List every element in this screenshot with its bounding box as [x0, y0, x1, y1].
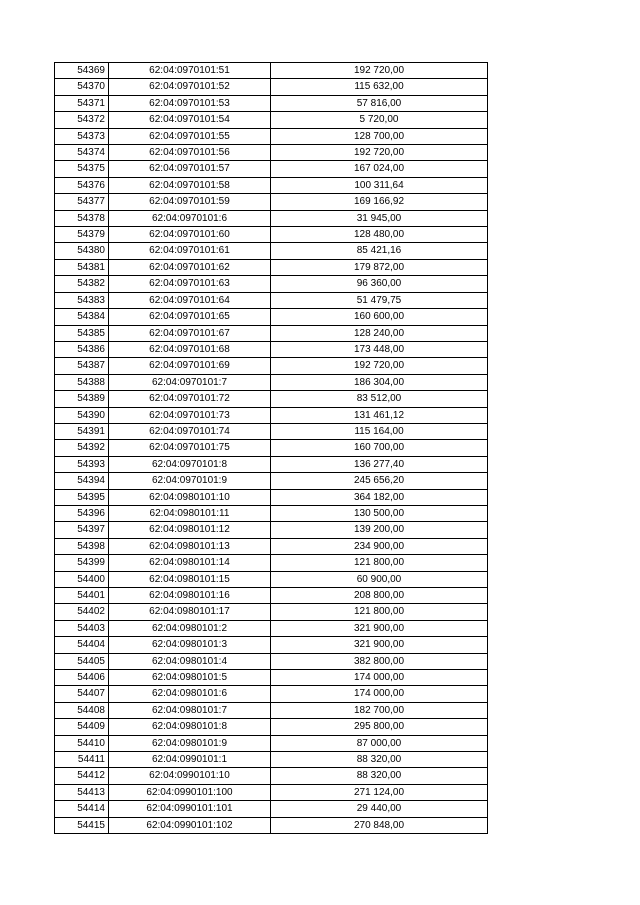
cadastral-number-cell: 62:04:0980101:2 — [109, 620, 271, 636]
cadastral-value-cell: 208 800,00 — [271, 588, 488, 604]
row-number-cell: 54415 — [55, 817, 109, 833]
cadastral-value-cell: 186 304,00 — [271, 374, 488, 390]
cadastral-number-cell: 62:04:0990101:102 — [109, 817, 271, 833]
table-row — [55, 358, 488, 374]
row-number-cell: 54397 — [55, 522, 109, 538]
table-body — [55, 63, 488, 834]
row-number-cell: 54382 — [55, 276, 109, 292]
cadastral-value-cell: 121 800,00 — [271, 604, 488, 620]
cadastral-value-cell: 173 448,00 — [271, 341, 488, 357]
cadastral-value-cell: 96 360,00 — [271, 276, 488, 292]
cadastral-number-cell: 62:04:0970101:59 — [109, 194, 271, 210]
row-number-cell: 54391 — [55, 423, 109, 439]
cadastral-number-cell: 62:04:0970101:53 — [109, 95, 271, 111]
cadastral-value-cell: 382 800,00 — [271, 653, 488, 669]
cadastral-value-cell: 271 124,00 — [271, 784, 488, 800]
row-number-cell: 54373 — [55, 128, 109, 144]
cadastral-value-cell: 5 720,00 — [271, 112, 488, 128]
cadastral-value-cell: 100 311,64 — [271, 177, 488, 193]
table-row — [55, 604, 488, 620]
row-number-cell: 54380 — [55, 243, 109, 259]
row-number-cell: 54398 — [55, 538, 109, 554]
cadastral-number-cell: 62:04:0970101:55 — [109, 128, 271, 144]
cadastral-value-cell: 169 166,92 — [271, 194, 488, 210]
document-page — [54, 62, 488, 834]
row-number-cell: 54395 — [55, 489, 109, 505]
cadastral-value-cell: 192 720,00 — [271, 358, 488, 374]
row-number-cell: 54406 — [55, 670, 109, 686]
cadastral-number-cell: 62:04:0970101:52 — [109, 79, 271, 95]
row-number-cell: 54370 — [55, 79, 109, 95]
row-number-cell: 54388 — [55, 374, 109, 390]
table-row — [55, 145, 488, 161]
cadastral-number-cell: 62:04:0970101:56 — [109, 145, 271, 161]
cadastral-value-cell: 139 200,00 — [271, 522, 488, 538]
table-row — [55, 555, 488, 571]
table-row — [55, 686, 488, 702]
cadastral-number-cell: 62:04:0970101:65 — [109, 309, 271, 325]
cadastral-number-cell: 62:04:0980101:14 — [109, 555, 271, 571]
table-row — [55, 79, 488, 95]
table-row — [55, 423, 488, 439]
cadastral-number-cell: 62:04:0980101:5 — [109, 670, 271, 686]
table-row — [55, 210, 488, 226]
cadastral-value-cell: 174 000,00 — [271, 686, 488, 702]
cadastral-number-cell: 62:04:0970101:73 — [109, 407, 271, 423]
cadastral-value-cell: 321 900,00 — [271, 637, 488, 653]
cadastral-number-cell: 62:04:0970101:75 — [109, 440, 271, 456]
table-row — [55, 588, 488, 604]
cadastral-value-cell: 130 500,00 — [271, 505, 488, 521]
row-number-cell: 54407 — [55, 686, 109, 702]
table-row — [55, 752, 488, 768]
row-number-cell: 54376 — [55, 177, 109, 193]
cadastral-value-cell: 115 632,00 — [271, 79, 488, 95]
table-row — [55, 702, 488, 718]
cadastral-number-cell: 62:04:0970101:57 — [109, 161, 271, 177]
row-number-cell: 54389 — [55, 391, 109, 407]
table-row — [55, 227, 488, 243]
cadastral-value-cell: 31 945,00 — [271, 210, 488, 226]
table-row — [55, 620, 488, 636]
row-number-cell: 54371 — [55, 95, 109, 111]
row-number-cell: 54393 — [55, 456, 109, 472]
cadastral-value-cell: 57 816,00 — [271, 95, 488, 111]
table-row — [55, 95, 488, 111]
cadastral-value-cell: 88 320,00 — [271, 768, 488, 784]
row-number-cell: 54405 — [55, 653, 109, 669]
table-row — [55, 407, 488, 423]
cadastral-value-cell: 128 700,00 — [271, 128, 488, 144]
table-row — [55, 801, 488, 817]
cadastral-number-cell: 62:04:0970101:51 — [109, 63, 271, 79]
table-row — [55, 522, 488, 538]
cadastral-number-cell: 62:04:0970101:74 — [109, 423, 271, 439]
cadastral-number-cell: 62:04:0970101:69 — [109, 358, 271, 374]
table-row — [55, 538, 488, 554]
cadastral-value-cell: 85 421,16 — [271, 243, 488, 259]
row-number-cell: 54372 — [55, 112, 109, 128]
cadastral-number-cell: 62:04:0970101:64 — [109, 292, 271, 308]
cadastral-number-cell: 62:04:0970101:67 — [109, 325, 271, 341]
table-row — [55, 456, 488, 472]
row-number-cell: 54392 — [55, 440, 109, 456]
row-number-cell: 54384 — [55, 309, 109, 325]
row-number-cell: 54374 — [55, 145, 109, 161]
table-row — [55, 374, 488, 390]
cadastral-number-cell: 62:04:0990101:101 — [109, 801, 271, 817]
cadastral-number-cell: 62:04:0980101:10 — [109, 489, 271, 505]
table-row — [55, 194, 488, 210]
table-row — [55, 735, 488, 751]
cadastral-number-cell: 62:04:0970101:58 — [109, 177, 271, 193]
row-number-cell: 54402 — [55, 604, 109, 620]
row-number-cell: 54399 — [55, 555, 109, 571]
table-row — [55, 292, 488, 308]
table-row — [55, 325, 488, 341]
cadastral-number-cell: 62:04:0980101:6 — [109, 686, 271, 702]
table-row — [55, 571, 488, 587]
cadastral-number-cell: 62:04:0970101:6 — [109, 210, 271, 226]
cadastral-value-cell: 160 600,00 — [271, 309, 488, 325]
cadastral-value-cell: 83 512,00 — [271, 391, 488, 407]
row-number-cell: 54375 — [55, 161, 109, 177]
table-row — [55, 391, 488, 407]
cadastral-number-cell: 62:04:0970101:60 — [109, 227, 271, 243]
cadastral-value-cell: 364 182,00 — [271, 489, 488, 505]
cadastral-value-cell: 270 848,00 — [271, 817, 488, 833]
table-row — [55, 817, 488, 833]
table-row — [55, 719, 488, 735]
row-number-cell: 54410 — [55, 735, 109, 751]
table-row — [55, 784, 488, 800]
cadastral-number-cell: 62:04:0970101:63 — [109, 276, 271, 292]
cadastral-number-cell: 62:04:0980101:13 — [109, 538, 271, 554]
cadastral-value-cell: 174 000,00 — [271, 670, 488, 686]
row-number-cell: 54386 — [55, 341, 109, 357]
cadastral-number-cell: 62:04:0980101:3 — [109, 637, 271, 653]
cadastral-value-cell: 192 720,00 — [271, 145, 488, 161]
cadastral-value-cell: 245 656,20 — [271, 473, 488, 489]
cadastral-number-cell: 62:04:0980101:8 — [109, 719, 271, 735]
row-number-cell: 54408 — [55, 702, 109, 718]
cadastral-value-cell: 182 700,00 — [271, 702, 488, 718]
table-row — [55, 63, 488, 79]
cadastral-number-cell: 62:04:0990101:10 — [109, 768, 271, 784]
table-row — [55, 259, 488, 275]
cadastral-value-cell: 87 000,00 — [271, 735, 488, 751]
table-row — [55, 505, 488, 521]
cadastral-value-cell: 160 700,00 — [271, 440, 488, 456]
cadastral-value-cell: 234 900,00 — [271, 538, 488, 554]
cadastral-number-cell: 62:04:0970101:72 — [109, 391, 271, 407]
row-number-cell: 54394 — [55, 473, 109, 489]
cadastral-value-cell: 115 164,00 — [271, 423, 488, 439]
cadastral-number-cell: 62:04:0970101:54 — [109, 112, 271, 128]
row-number-cell: 54381 — [55, 259, 109, 275]
cadastral-number-cell: 62:04:0980101:11 — [109, 505, 271, 521]
cadastral-value-cell: 128 240,00 — [271, 325, 488, 341]
cadastral-value-cell: 131 461,12 — [271, 407, 488, 423]
table-row — [55, 112, 488, 128]
row-number-cell: 54396 — [55, 505, 109, 521]
cadastral-value-cell: 88 320,00 — [271, 752, 488, 768]
cadastral-value-cell: 128 480,00 — [271, 227, 488, 243]
row-number-cell: 54400 — [55, 571, 109, 587]
row-number-cell: 54385 — [55, 325, 109, 341]
table-row — [55, 276, 488, 292]
cadastral-number-cell: 62:04:0970101:62 — [109, 259, 271, 275]
table-row — [55, 489, 488, 505]
cadastral-value-cell: 136 277,40 — [271, 456, 488, 472]
row-number-cell: 54404 — [55, 637, 109, 653]
table-row — [55, 128, 488, 144]
cadastral-value-cell: 321 900,00 — [271, 620, 488, 636]
table-row — [55, 670, 488, 686]
cadastral-value-table — [54, 62, 488, 834]
cadastral-value-cell: 51 479,75 — [271, 292, 488, 308]
cadastral-number-cell: 62:04:0980101:15 — [109, 571, 271, 587]
table-row — [55, 309, 488, 325]
row-number-cell: 54378 — [55, 210, 109, 226]
cadastral-number-cell: 62:04:0980101:9 — [109, 735, 271, 751]
row-number-cell: 54413 — [55, 784, 109, 800]
row-number-cell: 54411 — [55, 752, 109, 768]
table-row — [55, 161, 488, 177]
table-row — [55, 440, 488, 456]
cadastral-number-cell: 62:04:0970101:9 — [109, 473, 271, 489]
row-number-cell: 54390 — [55, 407, 109, 423]
cadastral-value-cell: 295 800,00 — [271, 719, 488, 735]
cadastral-number-cell: 62:04:0980101:7 — [109, 702, 271, 718]
row-number-cell: 54369 — [55, 63, 109, 79]
cadastral-number-cell: 62:04:0980101:12 — [109, 522, 271, 538]
row-number-cell: 54379 — [55, 227, 109, 243]
table-row — [55, 177, 488, 193]
row-number-cell: 54403 — [55, 620, 109, 636]
row-number-cell: 54383 — [55, 292, 109, 308]
table-row — [55, 768, 488, 784]
cadastral-number-cell: 62:04:0990101:100 — [109, 784, 271, 800]
table-row — [55, 473, 488, 489]
cadastral-number-cell: 62:04:0970101:61 — [109, 243, 271, 259]
cadastral-number-cell: 62:04:0970101:7 — [109, 374, 271, 390]
cadastral-number-cell: 62:04:0970101:8 — [109, 456, 271, 472]
cadastral-number-cell: 62:04:0980101:17 — [109, 604, 271, 620]
table-row — [55, 637, 488, 653]
cadastral-value-cell: 60 900,00 — [271, 571, 488, 587]
cadastral-number-cell: 62:04:0990101:1 — [109, 752, 271, 768]
cadastral-value-cell: 192 720,00 — [271, 63, 488, 79]
cadastral-number-cell: 62:04:0980101:4 — [109, 653, 271, 669]
row-number-cell: 54409 — [55, 719, 109, 735]
cadastral-number-cell: 62:04:0970101:68 — [109, 341, 271, 357]
table-row — [55, 243, 488, 259]
table-row — [55, 341, 488, 357]
cadastral-value-cell: 167 024,00 — [271, 161, 488, 177]
row-number-cell: 54414 — [55, 801, 109, 817]
cadastral-number-cell: 62:04:0980101:16 — [109, 588, 271, 604]
cadastral-value-cell: 121 800,00 — [271, 555, 488, 571]
row-number-cell: 54377 — [55, 194, 109, 210]
cadastral-value-cell: 29 440,00 — [271, 801, 488, 817]
row-number-cell: 54412 — [55, 768, 109, 784]
row-number-cell: 54401 — [55, 588, 109, 604]
table-row — [55, 653, 488, 669]
cadastral-value-cell: 179 872,00 — [271, 259, 488, 275]
row-number-cell: 54387 — [55, 358, 109, 374]
